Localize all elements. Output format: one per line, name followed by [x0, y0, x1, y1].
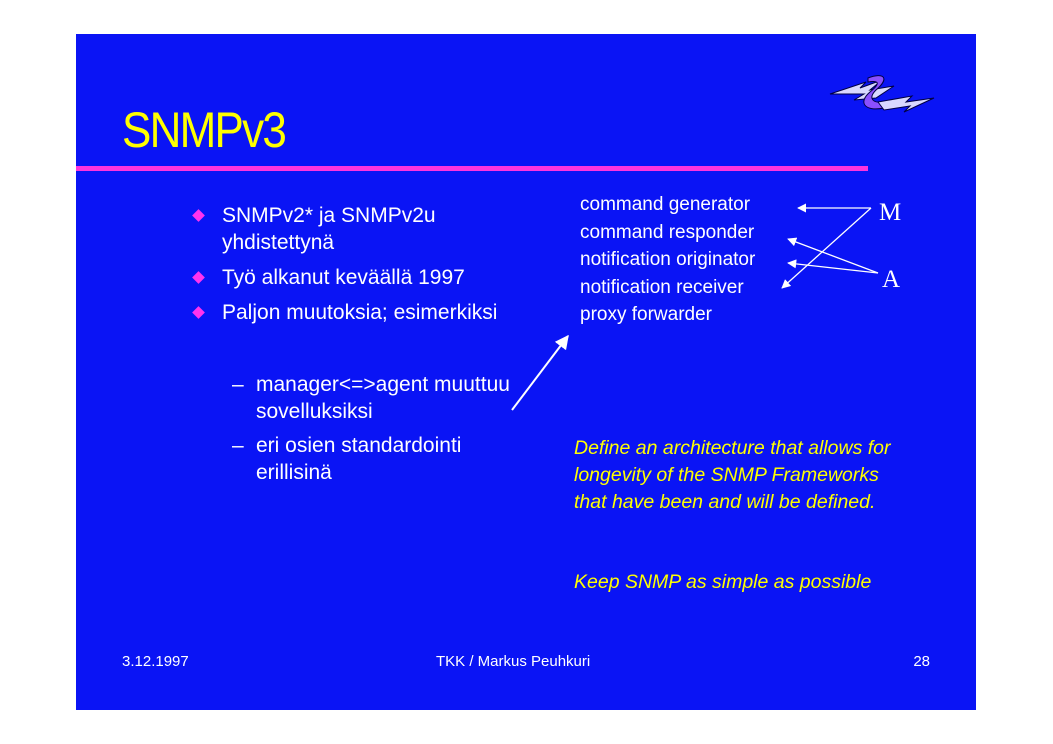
sub-bullet-text: manager<=>agent muuttuu sovelluksiksi: [256, 373, 510, 423]
slide: [76, 34, 976, 710]
page-number: 28: [913, 653, 930, 670]
dash-marker: –: [232, 373, 244, 396]
footer-date: 3.12.1997: [122, 653, 189, 670]
bullet-text: Työ alkanut keväällä 1997: [222, 266, 465, 289]
role-notification-receiver: notification receiver: [580, 276, 744, 298]
slide-title: SNMPv3: [122, 102, 286, 158]
footer-author: TKK / Markus Peuhkuri: [436, 653, 591, 670]
sub-bullet-text: eri osien standardointi erillisinä: [256, 434, 462, 484]
dash-marker: –: [232, 434, 244, 457]
arrow-m-to-receiver: [782, 208, 871, 288]
role-proxy-forwarder: proxy forwarder: [580, 304, 712, 325]
role-command-responder: command responder: [580, 221, 755, 243]
arrow-applications: [512, 336, 568, 410]
architecture-goal-note: Define an architecture that allows for longevity of the SNMP Frameworks that have been and will be defined.: [574, 437, 891, 513]
simplicity-goal-note: Keep SNMP as simple as possible: [574, 571, 872, 593]
agent-label: A: [882, 266, 901, 293]
manager-arrows: [782, 208, 871, 288]
bullet-text: Paljon muutoksia; esimerkiksi: [222, 301, 498, 324]
bullet-text: SNMPv2* ja SNMPv2u yhdistettynä: [222, 204, 436, 254]
manager-label: M: [879, 199, 902, 226]
agent-arrows: [788, 239, 878, 273]
role-notification-originator: notification originator: [580, 249, 756, 270]
role-command-generator: command generator: [580, 194, 751, 215]
arrows-overlay: [76, 34, 976, 710]
